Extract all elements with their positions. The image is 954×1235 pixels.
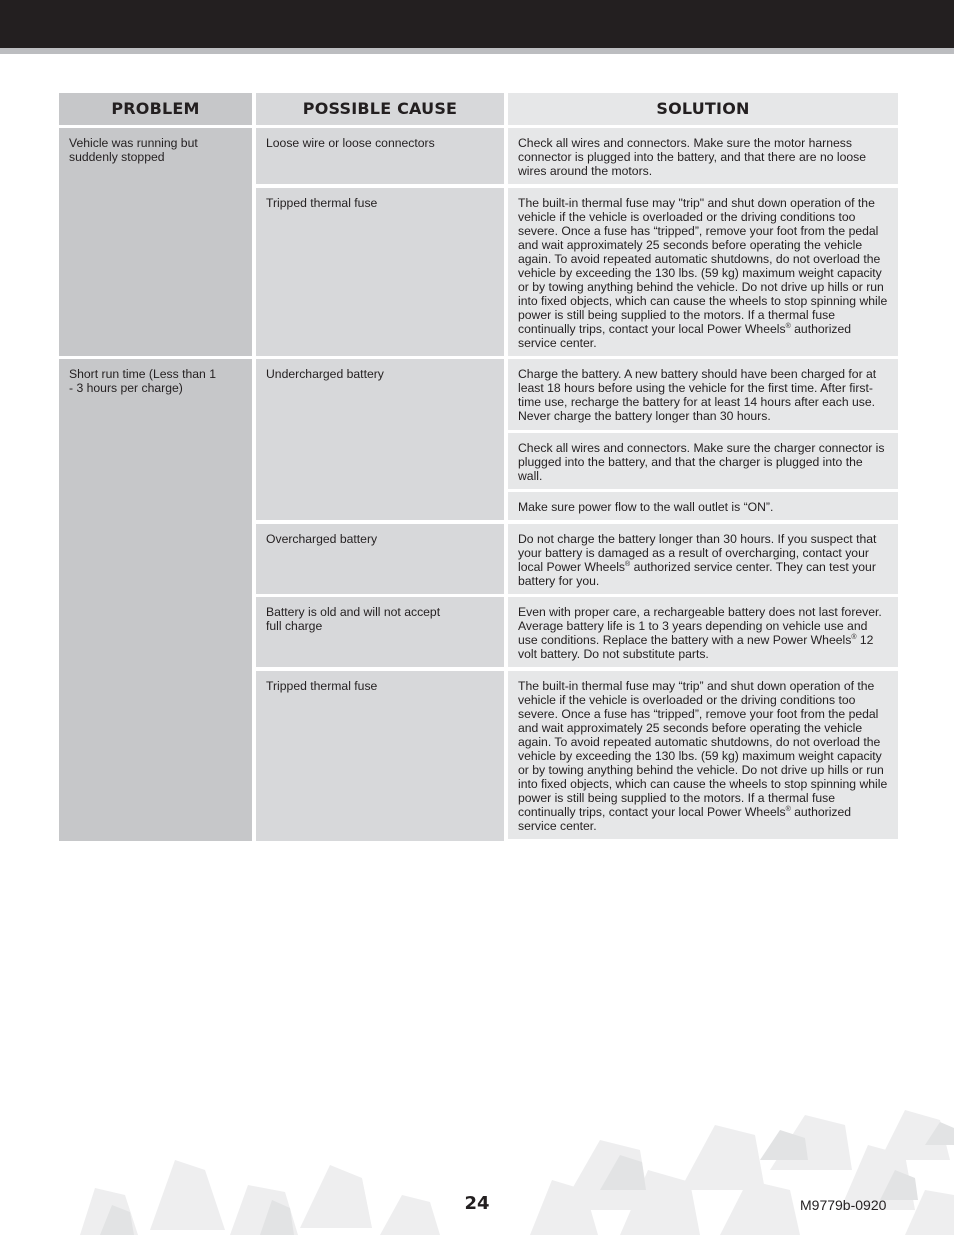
cause-cell-5 bbox=[256, 597, 504, 667]
problem-text: Short run time (Less than 1 - 3 hours per charge) bbox=[69, 367, 216, 395]
header-problem: PROBLEM bbox=[59, 93, 252, 125]
solution-text: authorized service center. bbox=[518, 322, 852, 350]
solution-text: authorized service center. bbox=[518, 805, 852, 833]
solution-cell-5 bbox=[508, 492, 898, 520]
solution-text: Even with proper care, a rechargeable battery does not last forever. Average battery life is 1 to 3 years depending on vehicle use and use conditions. Replace the battery with a new Power Wheels bbox=[518, 605, 882, 647]
cause-text: Overcharged battery bbox=[266, 532, 378, 546]
registered-mark: ® bbox=[625, 561, 631, 568]
problem-cell-2 bbox=[59, 359, 252, 841]
cause-cell-6 bbox=[256, 671, 504, 841]
solution-cell-2 bbox=[508, 188, 898, 356]
solution-cell-7 bbox=[508, 597, 898, 667]
solution-text: The built-in thermal fuse may “trip” and shut down operation of the vehicle if the vehicle is overloaded or the driving conditions too severe. Once a fuse has “tripped”, remove your foot from the pedal and wait approximately 25 seconds before operating the vehicle again. To avoid repeated automatic shutdowns, do not overload the vehicle by exceeding the 130 lbs. (59 kg) maximum weight capacity or by towing anything behind the vehicle. Do not drive up hills or run into fixed objects, which can cause the wheels to stop spinning while power is still being supplied to the motors. If a thermal fuse continually trips, contact your local Power Wheels bbox=[518, 679, 888, 819]
footer-pattern-decoration bbox=[0, 1100, 954, 1235]
top-banner-rule bbox=[0, 48, 954, 54]
solution-text: Check all wires and connectors. Make sure the motor harness connector is plugged into the battery, and that there are no loose wires around the motors. bbox=[518, 136, 867, 178]
registered-mark: ® bbox=[785, 323, 791, 330]
solution-cell-1 bbox=[508, 128, 898, 184]
solution-cell-8 bbox=[508, 671, 898, 839]
page-number: 24 bbox=[464, 1193, 490, 1214]
cause-text: Tripped thermal fuse bbox=[266, 196, 378, 210]
problem-cell-1 bbox=[59, 128, 252, 356]
solution-text: Charge the battery. A new battery should have been charged for at least 18 hours before using the vehicle for the first time. After first-time use, recharge the battery for at least 14 hours after each use. Never charge the battery longer than 30 hours. bbox=[518, 367, 877, 423]
solution-text: Do not charge the battery longer than 30 hours. If you suspect that your battery is damaged as a result of overcharging, contact your local Power Wheels bbox=[518, 532, 877, 574]
solution-text: The built-in thermal fuse may "trip" and shut down operation of the vehicle if the vehicle is overloaded or the driving conditions too severe. Once a fuse has “tripped”, remove your foot from the pedal and wait approximately 25 seconds before operating the vehicle again. To avoid repeated automatic shutdowns, do not overload the vehicle by exceeding the 130 lbs. (59 kg) maximum weight capacity or by towing anything behind the vehicle. Do not drive up hills or run into fixed objects, which can cause the wheels to stop spinning while power is still being supplied to the motors. If a thermal fuse continually trips, contact your local Power Wheels bbox=[518, 196, 888, 336]
cause-text: Battery is old and will not accept full charge bbox=[266, 605, 441, 633]
cause-text: Undercharged battery bbox=[266, 367, 384, 381]
solution-text: Make sure power flow to the wall outlet is “ON”. bbox=[518, 500, 774, 514]
header-possible-cause: POSSIBLE CAUSE bbox=[256, 93, 504, 125]
cause-text: Loose wire or loose connectors bbox=[266, 136, 435, 150]
solution-text: authorized service center. They can test your battery for you. bbox=[518, 560, 876, 588]
problem-text: Vehicle was running but suddenly stopped bbox=[69, 136, 198, 164]
cause-cell-1 bbox=[256, 128, 504, 184]
cause-cell-4 bbox=[256, 524, 504, 594]
cause-text: Tripped thermal fuse bbox=[266, 679, 378, 693]
registered-mark: ® bbox=[785, 806, 791, 813]
cause-cell-2 bbox=[256, 188, 504, 356]
solution-text: Check all wires and connectors. Make sure the charger connector is plugged into the battery, and that the charger is plugged into the wall. bbox=[518, 441, 885, 483]
solution-cell-3 bbox=[508, 359, 898, 430]
solution-text: 12 volt battery. Do not substitute parts. bbox=[518, 633, 874, 661]
registered-mark: ® bbox=[851, 634, 857, 641]
document-code: M9779b-0920 bbox=[800, 1197, 887, 1213]
top-banner bbox=[0, 0, 954, 48]
header-solution: SOLUTION bbox=[508, 93, 898, 125]
solution-cell-6 bbox=[508, 524, 898, 594]
cause-cell-3 bbox=[256, 359, 504, 520]
solution-cell-4 bbox=[508, 433, 898, 489]
